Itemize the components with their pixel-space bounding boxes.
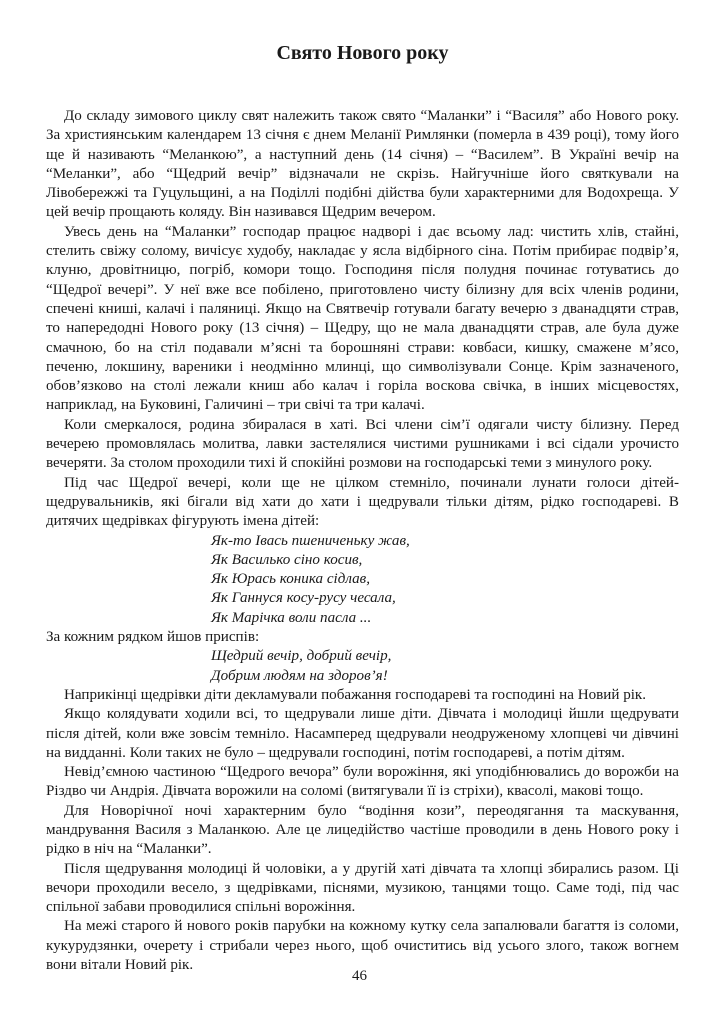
paragraph: Якщо колядувати ходили всі, то щедрували лише діти. Дівчата і молодиці йшли щедрувати після дітей, коли вже зовсім темніло. Насамперед щедрували неодруженому хлопцеві чи дівчині на видданні. Коли таких не було – щедрували господині, потім господареві, а потім дітям. — [46, 706, 679, 761]
paragraph: До складу зимового циклу свят належить також свято “Маланки” і “Василя” або Нового року. За християнським календарем 13 січня є днем Меланії Римлянки (померла в 439 році), тому його ще й називають “Меланкою”, а наступний день (14 січня) – “Василем”. В Україні вечір на “Меланки”, або “Щедрий вечір” відзначали не скрізь. Найгучніше його святкували на Лівобережжі та Гуцульщині, а на Поділлі подібні дійства були характерними для Водохреща. У цей вечір прощають коляду. Він називався Щедрим вечером. — [46, 108, 679, 221]
verse-line: Як-то Івась пшениченьку жав, — [211, 532, 410, 549]
paragraph: Після щедрування молодиці й чоловіки, а у другій хаті дівчата та хлопці збирались разом. Ці вечори проходили весело, з щедрівками, піснями, музикою, танцями тощо. Саме тоді, під час спільної забави проводилися спільні ворожіння. — [46, 860, 679, 916]
page-number: 46 — [352, 968, 367, 984]
paragraph: Для Новорічної ночі характерним було “водіння кози”, переодягання та маскування, мандрування Василя з Маланкою. Але це лицедійство частіше проводили в день Нового року і рідко в ніч на “Маланки”. — [46, 802, 679, 858]
paragraph: Під час Щедрої вечері, коли ще не цілком стемніло, починали лунати голоси дітей-щедрувальників, які бігали від хати до хати і щедрували тільки дітям, рідко господареві. В дитячих щедрівках фігурують імена дітей: — [46, 474, 679, 530]
paragraph: На межі старого й нового років парубки на кожному кутку села запалювали багаття із соломи, кукурудзянки, очерету і стрибали через нього, щоб очиститись від усього злого, також вогнем вони вітали Новий рік. — [46, 918, 679, 974]
verse-line: Як Юрась коника сідлав, — [211, 571, 371, 588]
verse-line: Щедрий вечір, добрий вечір, — [211, 648, 392, 665]
paragraph: Коли смеркалося, родина збиралася в хаті. Всі члени сім’ї одягали чисту білизну. Перед вечерею промовлялась молитва, лавки застелялися чистими рушниками і всі сідали урочисто вечеряти. За столом проходили тихі й спокійні розмови на господарські теми з минулого року. — [46, 416, 679, 472]
paragraph: Увесь день на “Маланки” господар працює надворі і дає всьому лад: чистить хлів, стайні, стелить свіжу солому, вичісує худобу, накладає у ясла відбірного сіна. Потім прибирає подвір’я, клуню, дровітницю, погріб, комори тощо. Господиня після полудня починає готуватись до “Щедрої вечері”. У неї вже все побілено, приготовлено чисту білизну для всіх членів родини, спечені книші, калачі і паляниці. Якщо на Святвечір готували багату вечерю з дванадцяти страв, то напередодні Нового року (13 січня) – Щедру, що не мала дванадцяти страв, але була дуже смачною, бо на стіл подавали м’ясні та борошняні страви: ковбаси, кишку, смажене м’ясо, печеню, локшину, вареники і неодмінно млинці, що символізували Сонце. Крім зазначеного, обов’язково на столі лежали книш або калач і горіла воскова свічка, в інших місцевостях, наприклад, на Буковині, Галичині – три свічі та три калачі. — [46, 223, 679, 414]
verse-block — [211, 532, 679, 628]
refrain-intro: За кожним рядком йшов приспів: — [46, 629, 260, 646]
paragraph: Наприкінці щедрівки діти декламували побажання господареві та господині на Новий рік. — [64, 686, 647, 703]
verse-line: Як Василько сіно косив, — [211, 551, 363, 568]
page-body — [46, 40, 679, 975]
verse-line: Добрим людям на здоров’я! — [211, 667, 388, 684]
verse-line: Як Ганнуся косу-русу чесала, — [211, 590, 396, 607]
refrain-block — [211, 647, 679, 686]
paragraph: Невід’ємною частиною “Щедрого вечора” були ворожіння, які уподібнювались до ворожби на Різдво чи Андрія. Дівчата ворожили на соломі (витягували її із стріхи), квасолі, макові тощо. — [46, 764, 679, 800]
page-title: Свято Нового року — [276, 42, 449, 64]
verse-line: Як Марічка воли пасла ... — [211, 609, 372, 626]
